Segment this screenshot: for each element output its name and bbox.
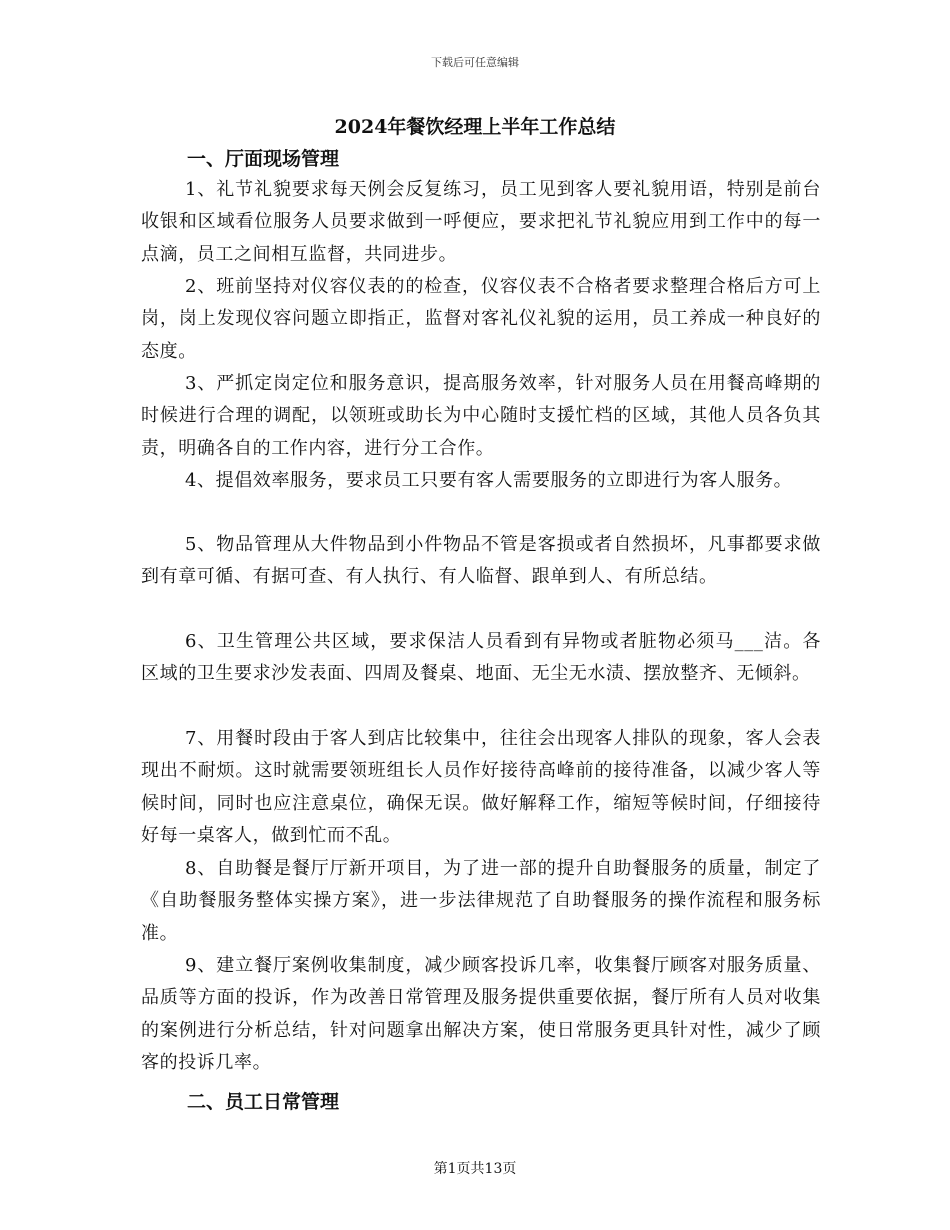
paragraph-6: 6、卫生管理公共区域，要求保洁人员看到有异物或者脏物必须马___洁。各区域的卫生要求沙发表面、四周及餐桌、地面、无尘无水渍、摆放整齐、无倾斜。 bbox=[141, 631, 821, 685]
paragraph-1: 1、礼节礼貌要求每天例会反复练习，员工见到客人要礼貌用语，特别是前台收银和区域看位服务人员要求做到一呼便应，要求把礼节礼貌应用到工作中的每一点滴，员工之间相互监督，共同进步。 bbox=[141, 179, 821, 265]
document-title: 2024年餐饮经理上半年工作总结 bbox=[334, 116, 616, 138]
page-footer: 第1页共13页 bbox=[433, 1161, 517, 1177]
paragraph-9: 9、建立餐厅案例收集制度，减少顾客投诉几率，收集餐厅顾客对服务质量、品质等方面的投诉，作为改善日常管理及服务提供重要依据，餐厅所有人员对收集的案例进行分析总结，针对问题拿出解决方案，使日常服务更具针对性，减少了顾客的投诉几率。 bbox=[141, 955, 821, 1074]
section-heading-2: 二、员工日常管理 bbox=[187, 1091, 340, 1113]
section-heading-1: 一、厅面现场管理 bbox=[187, 148, 340, 170]
paragraph-4: 4、提倡效率服务，要求员工只要有客人需要服务的立即进行为客人服务。 bbox=[185, 470, 793, 491]
header-note: 下载后可任意编辑 bbox=[431, 56, 519, 69]
paragraph-5: 5、物品管理从大件物品到小件物品不管是客损或者自然损坏，凡事都要求做到有章可循、有据可查、有人执行、有人临督、跟单到人、有所总结。 bbox=[141, 534, 821, 588]
paragraph-3: 3、严抓定岗定位和服务意识，提高服务效率，针对服务人员在用餐高峰期的时候进行合理的调配，以领班或助长为中心随时支援忙档的区域，其他人员各负其责，明确各自的工作内容，进行分工合作。 bbox=[141, 373, 821, 459]
paragraph-8: 8、自助餐是餐厅厅新开项目，为了进一部的提升自助餐服务的质量，制定了《自助餐服务整体实操方案》，进一步法律规范了自助餐服务的操作流程和服务标准。 bbox=[141, 858, 821, 944]
paragraph-7: 7、用餐时段由于客人到店比较集中，往往会出现客人排队的现象，客人会表现出不耐烦。这时就需要领班组长人员作好接待高峰前的接待准备，以减少客人等候时间，同时也应注意桌位，确保无误。做好解释工作，缩短等候时间，仔细接待好每一桌客人，做到忙而不乱。 bbox=[141, 728, 821, 847]
paragraph-2: 2、班前坚持对仪容仪表的的检查，仪容仪表不合格者要求整理合格后方可上岗，岗上发现仪容问题立即指正，监督对客礼仪礼貌的运用，员工养成一种良好的态度。 bbox=[141, 276, 821, 362]
